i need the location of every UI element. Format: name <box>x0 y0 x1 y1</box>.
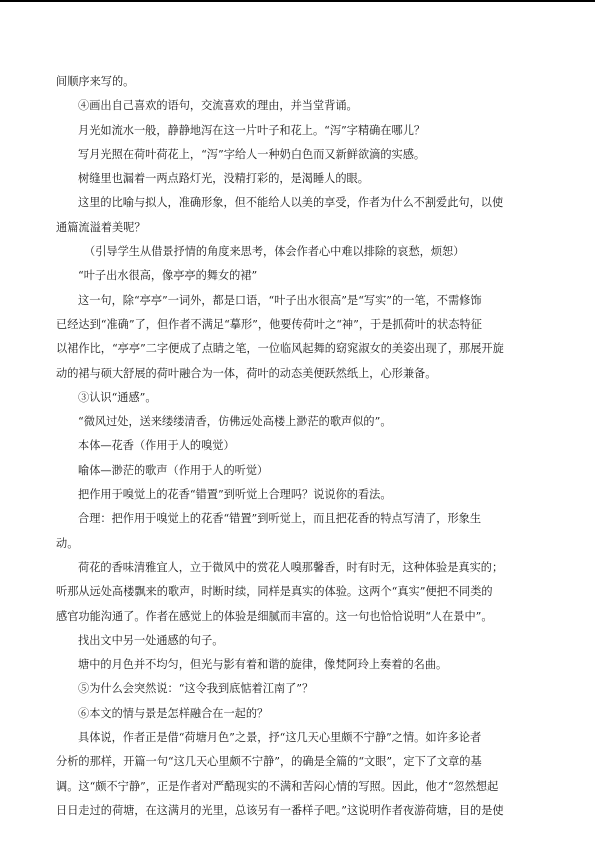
text-line: ⑤为什么会突然说：“这令我到底惦着江南了”？ <box>78 682 314 696</box>
text-line: 听那从远处高楼飘来的歌声，时断时续，同样是真实的体验。这两个“真实”便把不同类的 <box>56 585 493 599</box>
text-line: 动的裙与硕大舒展的荷叶融合为一体，荷叶的动态美便跃然纸上，心形兼备。 <box>56 366 437 380</box>
text-line: 月光如流水一般，静静地泻在这一片叶子和花上。“泻”字精确在哪儿？ <box>78 123 426 137</box>
text-line: 本体—花香（作用于人的嗅觉） <box>78 439 235 453</box>
text-line: 把作用于嗅觉上的花香“错置”到听觉上合理吗？说说你的看法。 <box>78 488 392 502</box>
text-line: 合理：把作用于嗅觉上的花香“错置”到听觉上，而且把花香的特点写清了，形象生 <box>78 512 482 526</box>
text-line: 感官功能沟通了。作者在感觉上的体验是细腻而丰富的。这一句也恰恰说明“人在景中”。 <box>56 609 493 623</box>
document-body <box>56 70 543 823</box>
text-line: 分析的那样，开篇一句“这几天心里颇不宁静”，的确是全篇的“文眼”，定下了文章的基 <box>56 755 482 769</box>
text-line: 荷花的香味清雅宜人，立于微风中的赏花人嗅那馨香，时有时无，这种体验是真实的； <box>78 560 504 574</box>
text-line: 具体说，作者正是借“荷塘月色”之景，抒“这几天心里颇不宁静”之情。如许多论者 <box>78 731 482 745</box>
page-top-rule <box>0 0 595 2</box>
text-line: 这里的比喻与拟人，准确形象，但不能给人以美的享受，作者为什么不割爱此句，以使 <box>78 196 504 210</box>
text-line: 调。这“颇不宁静”，正是作者对严酷现实的不满和苦闷心情的写照。因此，他才“忽然想起 <box>56 779 499 793</box>
text-line: 写月光照在荷叶荷花上，“泻”字给人一种奶白色而又新鲜欲滴的实感。 <box>78 147 426 161</box>
text-line: ⑥本文的情与景是怎样融合在一起的？ <box>78 706 269 720</box>
text-line: 通篇流溢着美呢？ <box>56 220 146 234</box>
text-line: 间顺序来写的。 <box>56 75 135 88</box>
text-line: 找出文中另一处通感的句子。 <box>78 633 224 647</box>
text-line: “微风过处，送来缕缕清香，仿佛远处高楼上渺茫的歌声似的”。 <box>78 415 392 429</box>
text-line: 树缝里也漏着一两点路灯光，没精打彩的，是渴睡人的眼。 <box>78 172 369 186</box>
text-line: 已经达到“准确”了，但作者不满足“摹形”，他要传荷叶之“神”，于是抓荷叶的状态特征 <box>56 317 482 331</box>
text-line: 这一句，除“亭亭”一词外，都是口语，“叶子出水很高”是“写实”的一笔，不需修饰 <box>78 293 482 307</box>
text-line: ③认识“通感”。 <box>78 390 157 404</box>
text-line: 塘中的月色并不均匀，但光与影有着和谐的旋律，像梵阿玲上奏着的名曲。 <box>78 658 448 672</box>
text-line: “叶子出水很高，像亭亭的舞女的裙” <box>78 269 258 283</box>
text-line: 日日走过的荷塘，在这满月的光里，总该另有一番样子吧。”这说明作者夜游荷塘，目的是使 <box>56 803 504 817</box>
text-line: （引导学生从借景抒情的角度来思考，体会作者心中难以排除的哀愁，烦恕） <box>84 245 465 259</box>
text-line: 喻体—渺茫的歌声（作用于人的听觉） <box>78 463 269 477</box>
text-line: 动。 <box>56 536 79 550</box>
text-line: ④画出自己喜欢的语句，交流喜欢的理由，并当堂背诵。 <box>78 99 358 113</box>
text-line: 以裙作比，“亭亭”二字便成了点睛之笔，一位临风起舞的窈窕淑女的美姿出现了，那展开旋 <box>56 342 504 356</box>
